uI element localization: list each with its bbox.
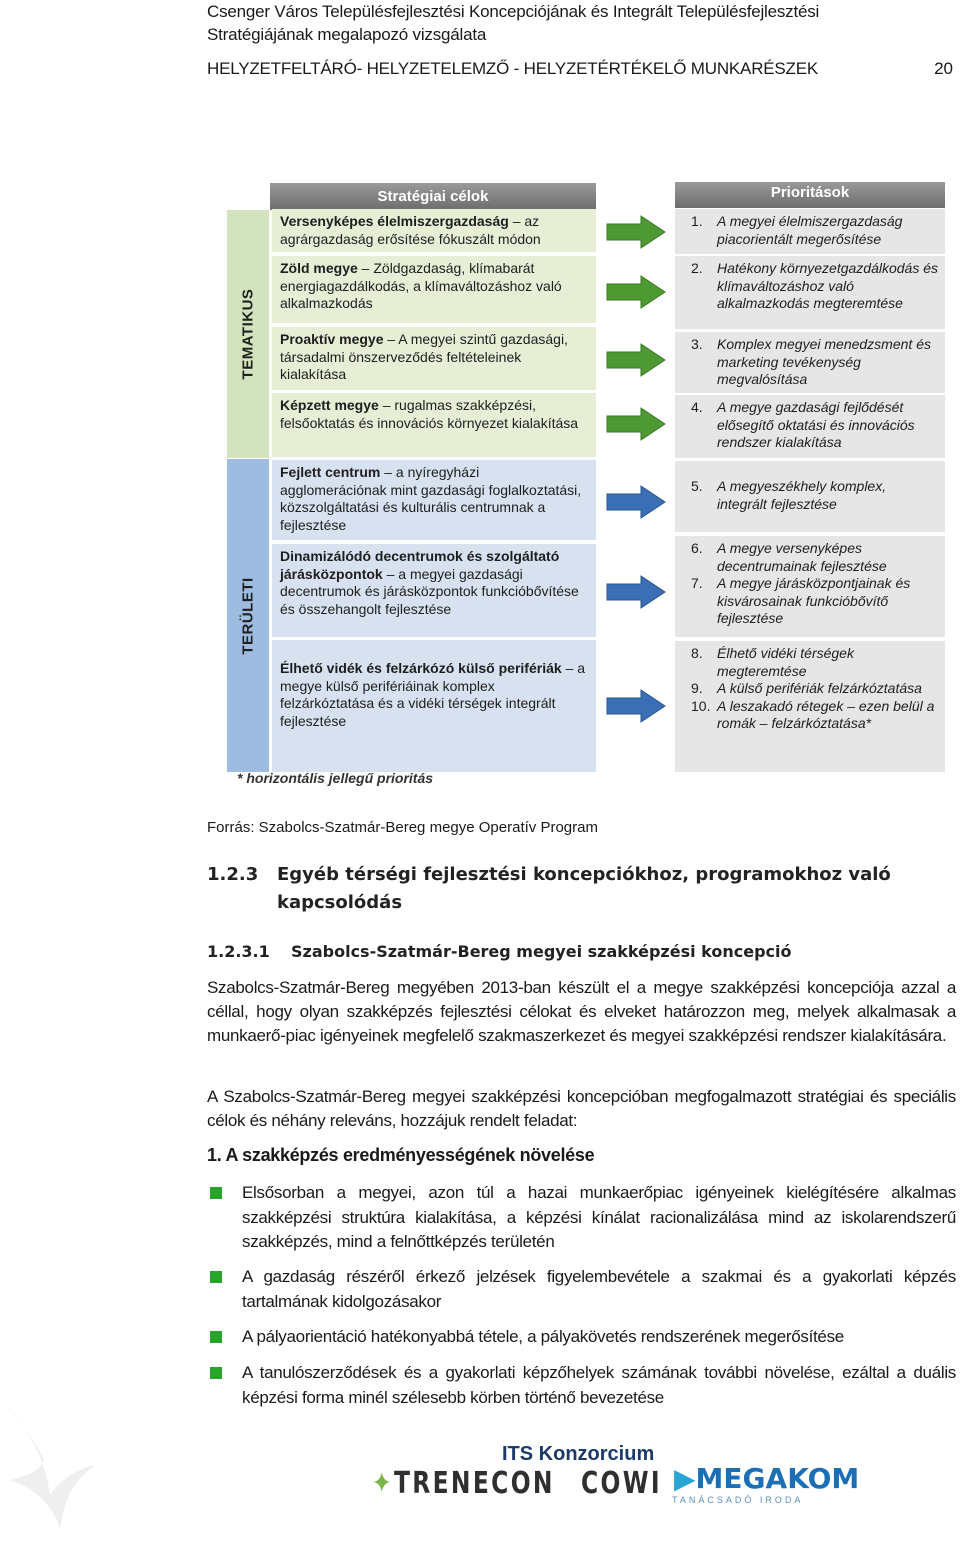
- header-title-line2: Stratégiájának megalapozó vizsgálata: [207, 25, 487, 44]
- subsection-number: 1.2.3.1: [207, 942, 270, 961]
- bullet-square-icon: [210, 1331, 222, 1343]
- list-item: [207, 1361, 956, 1410]
- list-item-text: Elsősorban a megyei, azon túl a hazai munkaerőpiac igényeinek kielégítésére alkalmas szakképzési struktúra kialakítása, a képzési kínálat racionalizálása mind az iskolarendszerű szakképzés, mind a felnőttképzés területén: [242, 1183, 956, 1251]
- section-title-line2: kapcsolódás: [277, 892, 403, 913]
- side-band-tematikus: [227, 210, 269, 458]
- side-label-tematikus: TEMATIKUS: [239, 288, 257, 380]
- subsection-heading: [207, 942, 792, 961]
- header-strategic-goals: Stratégiai célok: [270, 183, 596, 210]
- list-item: [207, 1265, 956, 1314]
- arrow-right-icon: [605, 574, 667, 610]
- bullet-square-icon: [210, 1271, 222, 1283]
- side-label-teruleti: TERÜLETI: [239, 576, 257, 655]
- subsection-title: Szabolcs-Szatmár-Bereg megyei szakképzési koncepció: [291, 942, 792, 961]
- priority-group-7: 8. Élhető vidéki térségek megteremtése 9. A külső perifériák felzárkóztatása 10. A leszakadó rétegek – ezen belül a romák – felzárkóztatása*: [675, 641, 945, 772]
- list-item: [207, 1325, 956, 1350]
- arrow-right-icon: [605, 214, 667, 250]
- list-item-text: A tanulószerződések és a gyakorlati képzőhelyek számának további növelése, ezáltal a duális képzési forma minél szélesebb körben történő bevezetése: [242, 1363, 956, 1407]
- arrow-right-icon: [605, 406, 667, 442]
- goal-2: Zöld megye – Zöldgazdaság, klímabarát energiagazdálkodás, a klímaváltozáshoz való alkalmazkodás: [272, 256, 596, 323]
- priority-group-1: 1. A megyei élelmiszergazdaság piacorientált megerősítése: [675, 209, 945, 254]
- arrow-right-icon: [605, 342, 667, 378]
- priority-group-6: 6. A megye versenyképes decentrumainak fejlesztése 7. A megye járásközpontjainak és kisvárosainak funkcióbővítő fejlesztése: [675, 536, 945, 637]
- paragraph-2: A Szabolcs-Szatmár-Bereg megyei szakképzési koncepcióban megfogalmazott stratégiai és speciális célok és néhány releváns, hozzájuk rendelt feladat:: [207, 1087, 956, 1130]
- megakom-subtitle: TANÁCSADÓ IRODA: [672, 1495, 804, 1505]
- goal-6: Dinamizálódó decentrumok és szolgáltató járásközpontok – a megyei gazdasági decentrumok és járásközpontok funkcióbővítése és összehangolt fejlesztése: [272, 544, 596, 637]
- goal-1: Versenyképes élelmiszergazdaság – az agrárgazdaság erősítése fókuszált módon: [272, 209, 596, 252]
- priority-group-3: 3. Komplex megyei menedzsment és marketing tevékenység megvalósítása: [675, 332, 945, 393]
- strategy-figure: [227, 182, 947, 794]
- page-number: 20: [934, 59, 953, 78]
- bullet-square-icon: [210, 1367, 222, 1379]
- bird-watermark-icon: [0, 1400, 120, 1549]
- header-section-label: HELYZETFELTÁRÓ- HELYZETELEMZŐ - HELYZETÉRTÉKELŐ MUNKARÉSZEK: [207, 59, 819, 78]
- figure-footnote: * horizontális jellegű prioritás: [237, 770, 434, 786]
- megakom-logo: ▶MEGAKOM: [674, 1462, 860, 1495]
- priority-group-5: 5. A megyeszékhely komplex, integrált fejlesztése: [675, 461, 945, 532]
- paragraph-1: Szabolcs-Szatmár-Bereg megyében 2013-ban készült el a megye szakképzési koncepciója azzal a céllal, hogy olyan szakképzés fejlesztési célokat és elveket határozzon meg, melyek alkalmasak a munkaerő-piac igényeinek megfelelő szakmaszerkezet és megyei szakképzési rendszer kialakítására.: [207, 978, 956, 1045]
- header-priorities: Prioritások: [675, 182, 945, 208]
- section-heading: [207, 864, 891, 885]
- priority-group-2: 2. Hatékony környezetgazdálkodás és klímaváltozáshoz való alkalmazkodás megteremtése: [675, 256, 945, 329]
- arrow-right-icon: [605, 274, 667, 310]
- list-item: [207, 1181, 956, 1255]
- arrow-right-icon: [605, 688, 667, 724]
- list-item-text: A gazdaság részéről érkező jelzések figyelembevétele a szakmai és a gyakorlati képzés tartalmának kidolgozásakor: [242, 1267, 956, 1311]
- numbered-goal-title: 1. A szakképzés eredményességének növelése: [207, 1145, 595, 1165]
- arrow-right-icon: [605, 484, 667, 520]
- priority-group-4: 4. A megye gazdasági fejlődését elősegítő oktatási és innovációs rendszer kialakítása: [675, 395, 945, 458]
- goal-7: Élhető vidék és felzárkózó külső perifériák – a megye külső perifériáinak komplex felzárkóztatása és a vidéki térségek integrált fejlesztése: [272, 640, 596, 772]
- bullet-square-icon: [210, 1187, 222, 1199]
- goal-4: Képzett megye – rugalmas szakképzési, felsőoktatás és innovációs környezet kialakítása: [272, 393, 596, 457]
- figure-source: Forrás: Szabolcs-Szatmár-Bereg megye Operatív Program: [207, 819, 598, 836]
- trenecon-cowi-logo: ✦TRENECON COWI: [372, 1466, 662, 1501]
- list-item-text: A pályaorientáció hatékonyabbá tétele, a pályakövetés rendszerének megerősítése: [242, 1327, 844, 1346]
- side-band-teruleti: [227, 459, 269, 772]
- section-number: 1.2.3: [207, 864, 259, 885]
- section-title-line1: Egyéb térségi fejlesztési koncepciókhoz, programokhoz való: [277, 864, 891, 885]
- goal-5: Fejlett centrum – a nyíregyházi agglomerációnak mint gazdasági foglalkoztatási, közszolgáltatási és kulturális centrumnak a fejlesztése: [272, 460, 596, 540]
- consortium-name: ITS Konzorcium: [502, 1443, 655, 1465]
- goal-3: Proaktív megye – A megyei szintű gazdasági, társadalmi önszerveződés feltételeinek kialakítása: [272, 327, 596, 390]
- header-title-line1: Csenger Város Településfejlesztési Koncepciójának és Integrált Településfejlesztési: [207, 2, 820, 21]
